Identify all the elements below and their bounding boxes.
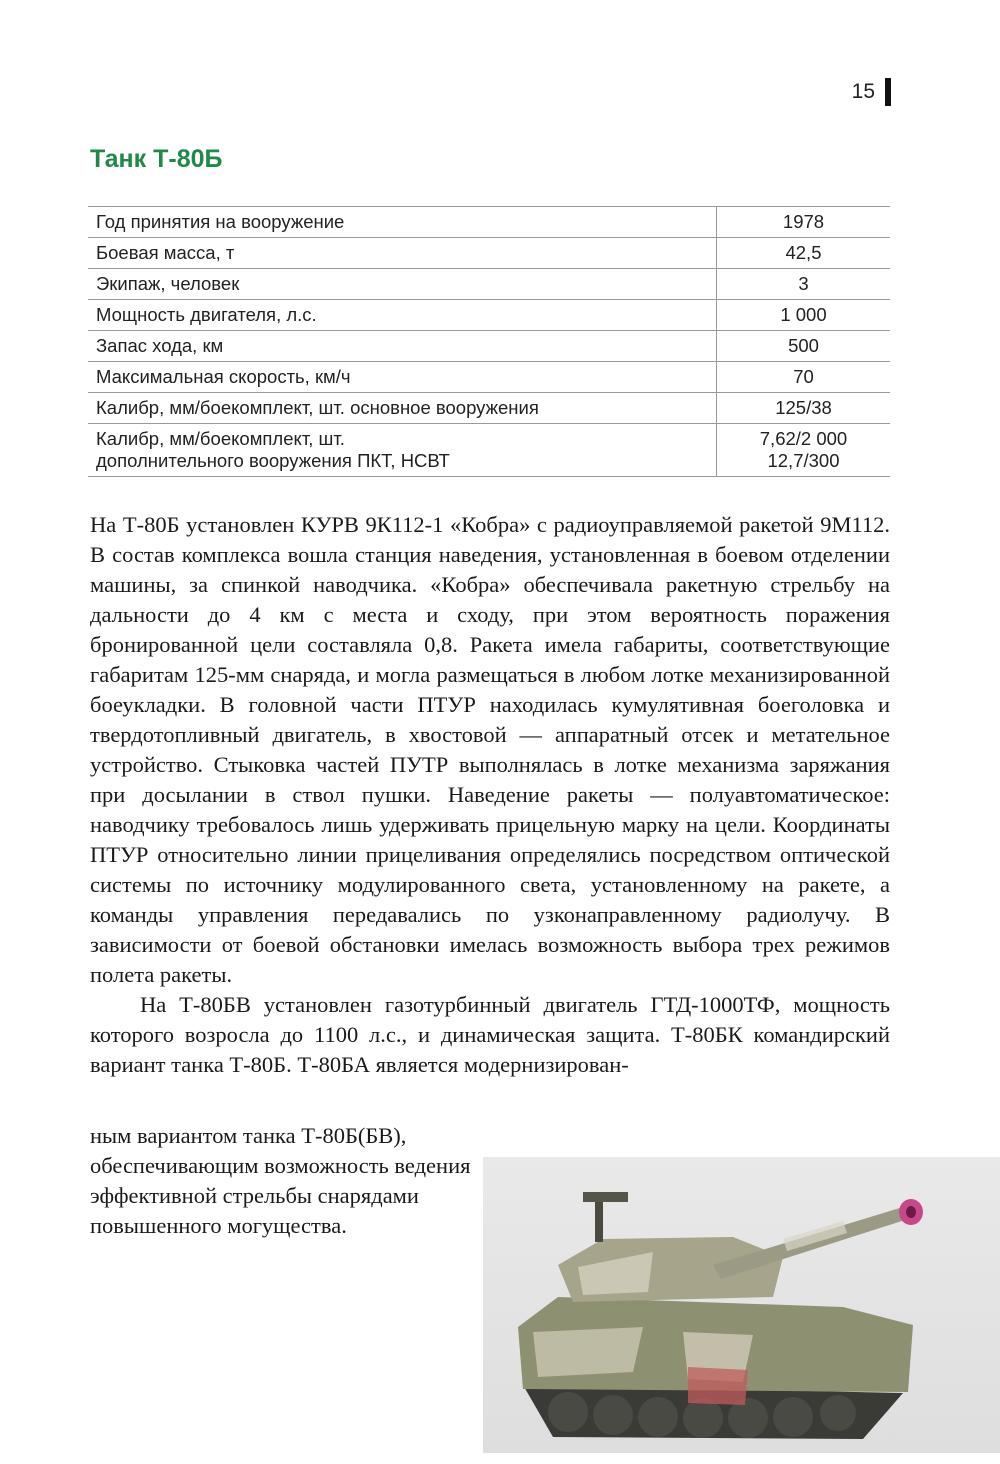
paragraph-kobra: На Т-80Б установлен КУРВ 9К112-1 «Кобра» с радиоуправляемой ракетой 9М112. В состав комплекса вошла станция наведения, установленная в боевом отделении машины, за спинкой наводчика. «Кобра» обеспечивала ракетную стрельбу на дальности до 4 км с места и сходу, при этом вероятность поражения бронированной цели составляла 0,8. Ракета имела габариты, соответствующие габаритам 125-мм снаряда, и могла размещаться в любом лотке механизированной боеукладки. В головной части ПТУР находилась кумулятивная боеголовка и твердотопливный двигатель, в хвостовой — аппаратный отсек и метательное устройство. Стыковка частей ПУТР выполнялась в лотке механизма заряжания при досылании в ствол пушки. Наведение ракеты — полуавтоматическое: наводчику требовалось лишь удерживать прицельную марку на цели. Координаты ПТУР относительно линии прицеливания определялись посредством оптической системы по источнику модулированного света, установленному на ракете, а команды управления передавались по узконаправленному радиолучу. В зависимости от боевой обстановки имелась возможность выбора трех режимов полета ракеты.: [90, 512, 890, 987]
spec-value: 125/38: [717, 393, 891, 424]
spec-label: Запас хода, км: [88, 331, 717, 362]
tank-photo: [483, 1157, 1000, 1453]
specs-table: [88, 206, 890, 477]
paragraph-variants-continued: ным вариантом танка Т-80Б(БВ), обеспечивающим возможность ведения эффективной стрельбы снарядами повышенного могущества.: [90, 1123, 471, 1238]
table-row: [88, 331, 890, 362]
spec-label: Максимальная скорость, км/ч: [88, 362, 717, 393]
table-row: [88, 269, 890, 300]
paragraph-variants: На Т-80БВ установлен газотурбинный двигатель ГТД-1000ТФ, мощность которого возросла до 1100 л.с., и динамическая защита. Т-80БК командирский вариант танка Т-80Б. Т-80БА является модернизирован-: [90, 992, 890, 1077]
table-row: [88, 300, 890, 331]
spec-value: 7,62/2 000 12,7/300: [717, 424, 891, 477]
spec-label: Мощность двигателя, л.с.: [88, 300, 717, 331]
table-row: [88, 238, 890, 269]
spec-value: 1978: [717, 207, 891, 238]
page-number: 15: [851, 80, 875, 103]
table-row: [88, 393, 890, 424]
spec-value: 500: [717, 331, 891, 362]
spec-label: Экипаж, человек: [88, 269, 717, 300]
spec-label: Год принятия на вооружение: [88, 207, 717, 238]
spec-label: Калибр, мм/боекомплект, шт. дополнительного вооружения ПКТ, НСВТ: [88, 424, 717, 477]
spec-value: 3: [717, 269, 891, 300]
table-row: [88, 362, 890, 393]
table-row: [88, 207, 890, 238]
page-marker-bar: [885, 78, 891, 106]
page-title: Танк Т-80Б: [90, 145, 223, 173]
spec-value: 70: [717, 362, 891, 393]
table-row: [88, 424, 890, 477]
spec-value: 42,5: [717, 238, 891, 269]
spec-label: Калибр, мм/боекомплект, шт. основное вооружения: [88, 393, 717, 424]
tank-illustration: [483, 1157, 1000, 1453]
spec-value: 1 000: [717, 300, 891, 331]
body-text: [90, 510, 890, 1080]
spec-label: Боевая масса, т: [88, 238, 717, 269]
